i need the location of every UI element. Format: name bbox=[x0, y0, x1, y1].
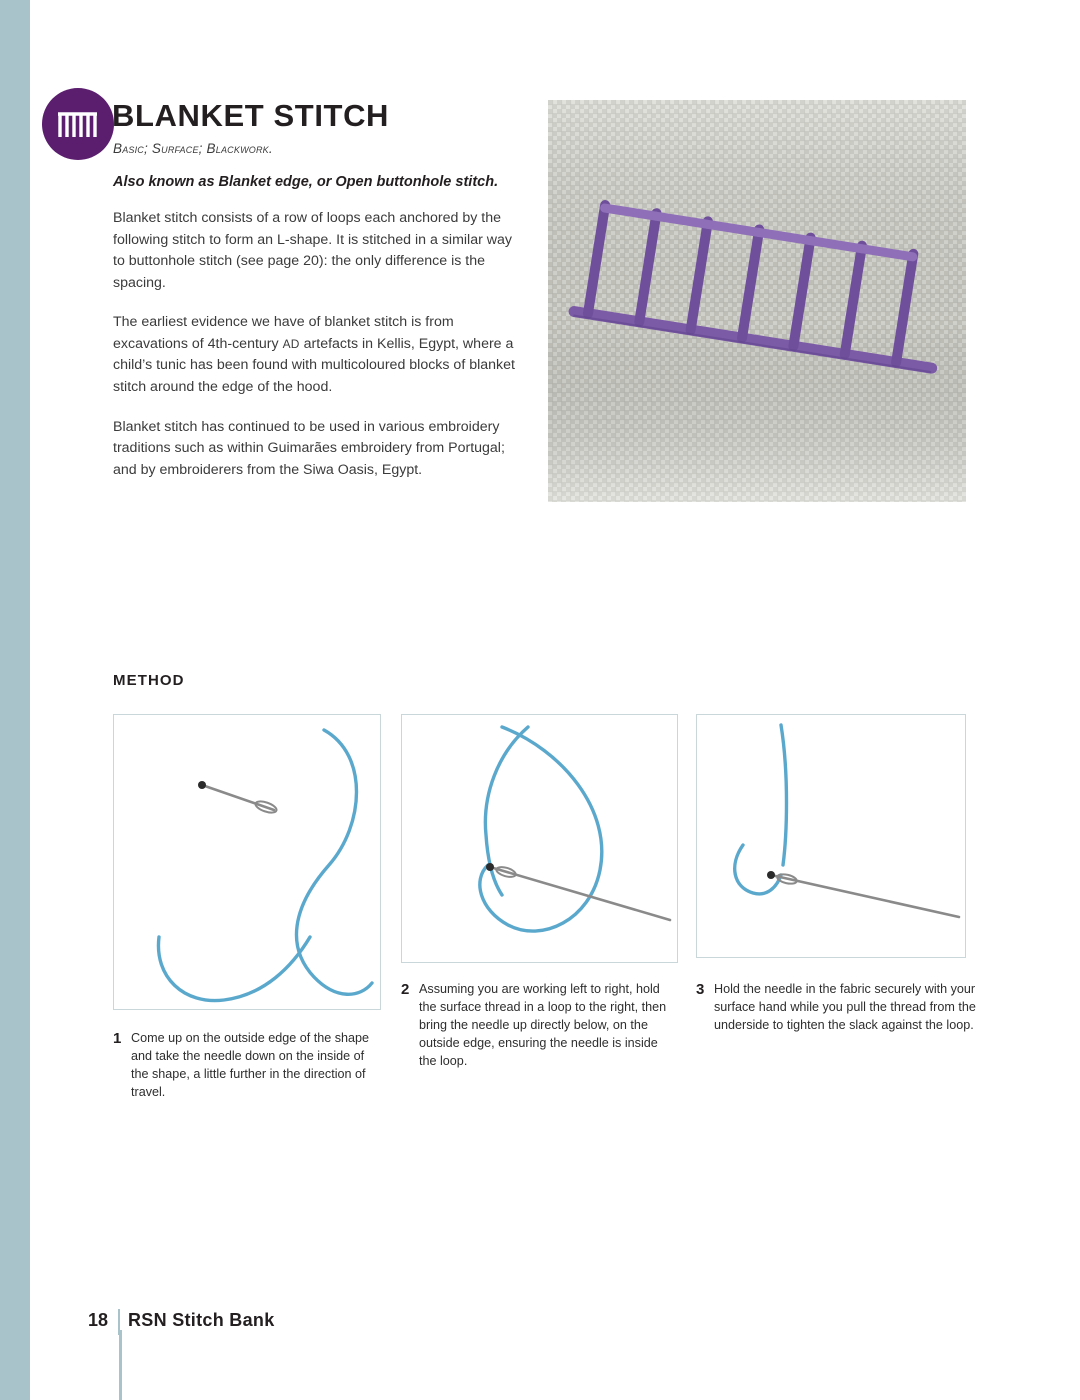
method-step-1 bbox=[113, 1030, 381, 1102]
page-title: BLANKET STITCH bbox=[112, 98, 390, 133]
stitch-photograph bbox=[548, 100, 966, 502]
paragraph-2-part-a: The earliest evidence we have of blanket stitch is from excavations of 4th-century bbox=[113, 314, 454, 352]
description-column bbox=[113, 208, 525, 499]
paragraph-3: Blanket stitch has continued to be used in various embroidery traditions such as within Guimarães embroidery from Portugal; and by embroiderers from the Siwa Oasis, Egypt. bbox=[113, 418, 505, 478]
footer-divider bbox=[118, 1309, 120, 1335]
method-figure-1 bbox=[113, 714, 381, 1010]
page-number: 18 bbox=[88, 1310, 109, 1330]
method-step-3 bbox=[696, 981, 976, 1035]
paragraph-2-smallcaps: AD bbox=[282, 336, 300, 351]
also-known-as: Also known as Blanket edge, or Open buttonhole stitch. bbox=[113, 174, 499, 190]
step-text: Hold the needle in the fabric securely with your surface hand while you pull the thread from the underside to tighten the slack against the loop. bbox=[714, 982, 976, 1032]
paragraph-2 bbox=[113, 312, 525, 398]
step-number: 1 bbox=[113, 1030, 122, 1047]
method-figure-2 bbox=[401, 714, 678, 963]
book-title: RSN Stitch Bank bbox=[128, 1310, 275, 1330]
method-step-2 bbox=[401, 981, 669, 1070]
footer-accent-bar bbox=[119, 1330, 122, 1400]
blanket-stitch-icon bbox=[42, 88, 114, 160]
paragraph-2-part-b: artefacts in Kellis, Egypt, where a child’s tunic has been found with multicoloured blocks of blanket stitch around the edge of the hood. bbox=[113, 335, 515, 396]
step-text: Assuming you are working left to right, hold the surface thread in a loop to the right, then bring the needle up directly below, on the outside edge, ensuring the needle is inside the loop. bbox=[419, 982, 667, 1068]
method-figure-3 bbox=[696, 714, 966, 958]
paragraph-1: Blanket stitch consists of a row of loops each anchored by the following stitch to form an L-shape. It is stitched in a similar way to buttonhole stitch (see page 20): the only difference is the spacing. bbox=[113, 210, 512, 291]
step-number: 2 bbox=[401, 981, 410, 998]
method-heading: METHOD bbox=[113, 672, 185, 689]
step-number: 3 bbox=[696, 981, 705, 998]
left-edge-bar bbox=[0, 0, 30, 1400]
stitch-categories: Basic; Surface; Blackwork. bbox=[113, 141, 273, 156]
step-text: Come up on the outside edge of the shape and take the needle down on the inside of the shape, a little further in the direction of travel. bbox=[131, 1031, 370, 1099]
